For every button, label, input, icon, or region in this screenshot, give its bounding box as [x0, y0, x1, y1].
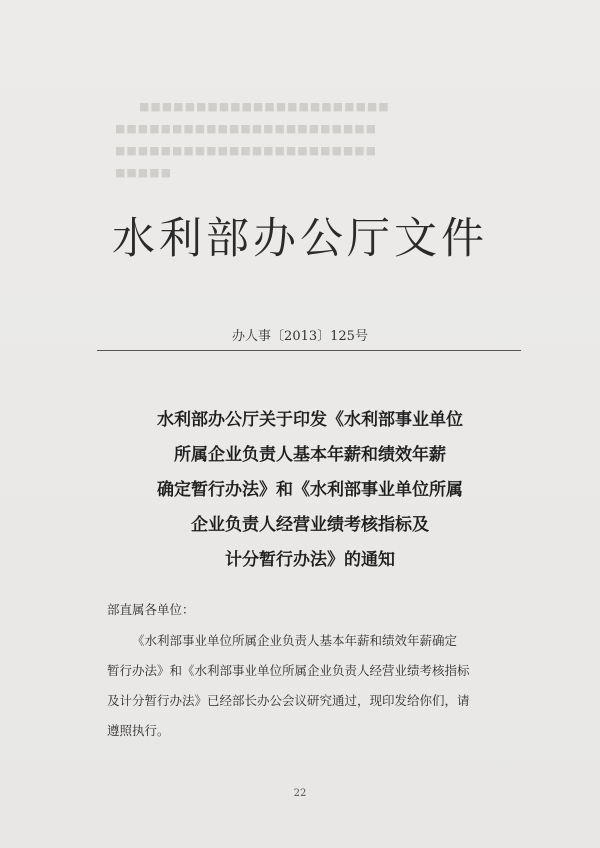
notice-title-line: 企业负责人经营业绩考核指标及: [191, 515, 429, 535]
body-line: 《水利部事业单位所属企业负责人基本年薪和绩效年薪确定: [132, 633, 458, 648]
bleed-through-text: ■■■■■■■■■■■■■■■■■■■■■■ ■■■■■■■■■■■■■■■■■■■■■■■ ■■■■■■■■■■■■■■■■■■■■■■■ ■■■■■: [115, 100, 390, 179]
header-divider: [97, 350, 521, 351]
notice-title-line: 确定暂行办法》和《水利部事业单位所属: [157, 480, 463, 500]
body-line: 及计分暂行办法》已经部长办公会议研究通过，现印发给你们，请: [107, 693, 470, 708]
body-paragraph: [107, 626, 547, 746]
notice-title: [100, 403, 520, 578]
notice-title-line: 所属企业负责人基本年薪和绩效年薪: [174, 445, 446, 465]
body-line: 暂行办法》和《水利部事业单位所属企业负责人经营业绩考核指标: [107, 663, 470, 678]
recipient-salutation: 部直属各单位：: [107, 602, 195, 617]
document-header-title: 水利部办公厅文件: [112, 214, 488, 264]
notice-title-line: 水利部办公厅关于印发《水利部事业单位: [157, 410, 463, 430]
document-number: 办人事〔2013〕125号: [232, 329, 368, 344]
page-number: 22: [293, 788, 307, 799]
body-line: 遵照执行。: [107, 723, 170, 738]
notice-title-line: 计分暂行办法》的通知: [225, 550, 395, 570]
